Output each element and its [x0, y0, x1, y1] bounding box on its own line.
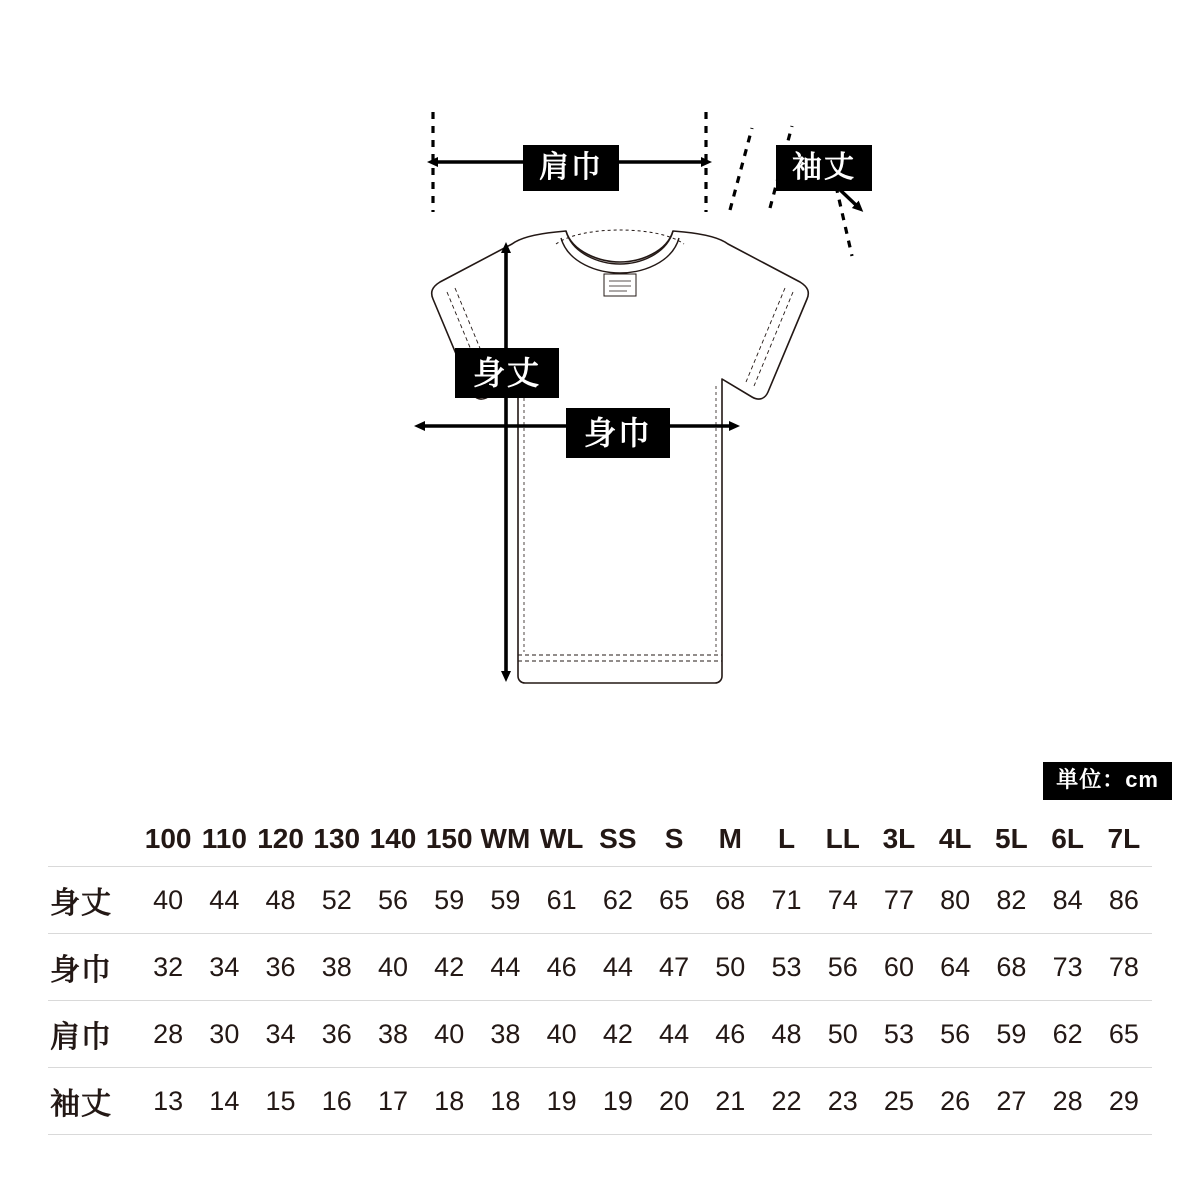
- table-cell: 17: [377, 1085, 408, 1116]
- label-body-length: 身丈: [455, 348, 559, 398]
- row-header: 肩巾: [50, 1021, 112, 1054]
- column-header: 110: [201, 823, 247, 854]
- table-cell: 44: [659, 1018, 690, 1049]
- table-cell: 40: [546, 1018, 577, 1049]
- label-body-width: 身巾: [566, 408, 670, 458]
- table-cell: 62: [1052, 1018, 1083, 1049]
- column-header: S: [664, 823, 684, 854]
- table-cell: 23: [827, 1085, 858, 1116]
- table-cell: 25: [883, 1085, 914, 1116]
- table-cell: 42: [434, 951, 465, 982]
- table-cell: 44: [209, 884, 240, 915]
- size-table: [48, 812, 1152, 1135]
- table-row: [48, 1001, 1152, 1068]
- table-row: [48, 934, 1152, 1001]
- table-cell: 77: [883, 884, 914, 915]
- table-cell: 73: [1052, 951, 1083, 982]
- row-header: 身丈: [50, 887, 112, 920]
- column-header: 7L: [1107, 823, 1141, 854]
- table-cell: 44: [602, 951, 633, 982]
- column-header: 5L: [995, 823, 1028, 854]
- table-cell: 84: [1052, 884, 1083, 915]
- table-cell: 56: [377, 884, 408, 915]
- table-cell: 59: [434, 884, 465, 915]
- table-cell: 78: [1108, 951, 1139, 982]
- table-cell: 68: [715, 884, 746, 915]
- table-cell: 20: [659, 1085, 690, 1116]
- table-cell: 32: [153, 951, 184, 982]
- brand-label: [604, 274, 636, 296]
- table-cell: 71: [771, 884, 802, 915]
- label-shoulder-width: 肩巾: [523, 145, 619, 191]
- table-cell: 28: [1052, 1085, 1083, 1116]
- column-header: 130: [313, 823, 361, 854]
- table-cell: 56: [940, 1018, 971, 1049]
- table-cell: 34: [265, 1018, 296, 1049]
- column-header: M: [718, 823, 742, 854]
- size-table-body: [48, 867, 1152, 1135]
- table-cell: 62: [602, 884, 633, 915]
- table-cell: 40: [377, 951, 408, 982]
- header-corner-cell: [48, 812, 140, 867]
- table-row: [48, 1068, 1152, 1135]
- sleeve-dashed-tail: [836, 186, 852, 256]
- table-cell: 18: [434, 1085, 465, 1116]
- column-header: 100: [144, 823, 192, 854]
- table-cell: 65: [1108, 1018, 1139, 1049]
- row-header: 袖丈: [50, 1088, 112, 1121]
- table-cell: 19: [546, 1085, 577, 1116]
- table-cell: 28: [153, 1018, 184, 1049]
- table-cell: 19: [602, 1085, 633, 1116]
- table-cell: 64: [940, 951, 971, 982]
- table-cell: 47: [659, 951, 690, 982]
- table-cell: 14: [209, 1085, 240, 1116]
- table-cell: 59: [490, 884, 521, 915]
- table-cell: 68: [996, 951, 1027, 982]
- table-cell: 50: [827, 1018, 858, 1049]
- unit-badge: 単位：cm: [1043, 762, 1172, 800]
- table-cell: 74: [827, 884, 858, 915]
- table-cell: 34: [209, 951, 240, 982]
- table-cell: 86: [1108, 884, 1139, 915]
- table-cell: 38: [321, 951, 352, 982]
- size-table-header: [48, 812, 1152, 867]
- table-cell: 44: [490, 951, 521, 982]
- table-cell: 22: [771, 1085, 802, 1116]
- column-header: LL: [825, 823, 860, 854]
- table-cell: 61: [546, 884, 577, 915]
- table-cell: 30: [209, 1018, 240, 1049]
- table-cell: 56: [827, 951, 858, 982]
- table-cell: 15: [265, 1085, 296, 1116]
- table-cell: 46: [546, 951, 577, 982]
- table-cell: 53: [883, 1018, 914, 1049]
- table-cell: 27: [996, 1085, 1027, 1116]
- label-sleeve-length: 袖丈: [776, 145, 872, 191]
- table-cell: 40: [434, 1018, 465, 1049]
- table-cell: 46: [715, 1018, 746, 1049]
- column-header: 3L: [882, 823, 916, 854]
- table-cell: 40: [153, 884, 184, 915]
- table-cell: 13: [153, 1085, 184, 1116]
- table-cell: 59: [996, 1018, 1027, 1049]
- table-row: [48, 867, 1152, 934]
- column-header: L: [777, 823, 796, 854]
- table-cell: 65: [659, 884, 690, 915]
- table-cell: 82: [996, 884, 1027, 915]
- table-cell: 29: [1108, 1085, 1139, 1116]
- column-header: 6L: [1051, 823, 1084, 854]
- table-cell: 26: [940, 1085, 971, 1116]
- size-table-container: [48, 812, 1152, 1135]
- table-header-row: [48, 812, 1152, 867]
- table-cell: 48: [265, 884, 296, 915]
- table-cell: 48: [771, 1018, 802, 1049]
- table-cell: 80: [940, 884, 971, 915]
- row-header: 身巾: [50, 954, 112, 987]
- column-header: 120: [257, 823, 304, 854]
- table-cell: 36: [265, 951, 296, 982]
- table-cell: 42: [602, 1018, 633, 1049]
- column-header: 140: [369, 823, 417, 854]
- table-cell: 18: [490, 1085, 521, 1116]
- column-header: 4L: [938, 823, 972, 854]
- column-header: SS: [599, 823, 637, 854]
- table-cell: 60: [883, 951, 914, 982]
- table-cell: 21: [715, 1085, 746, 1116]
- neck-tape: [556, 230, 684, 244]
- table-cell: 52: [321, 884, 352, 915]
- column-header: WL: [539, 823, 584, 854]
- table-cell: 38: [490, 1018, 521, 1049]
- table-cell: 38: [377, 1018, 408, 1049]
- table-cell: 16: [321, 1085, 352, 1116]
- table-cell: 53: [771, 951, 802, 982]
- table-cell: 50: [715, 951, 746, 982]
- table-cell: 36: [321, 1018, 352, 1049]
- column-header: WM: [480, 823, 531, 854]
- column-header: 150: [425, 823, 473, 854]
